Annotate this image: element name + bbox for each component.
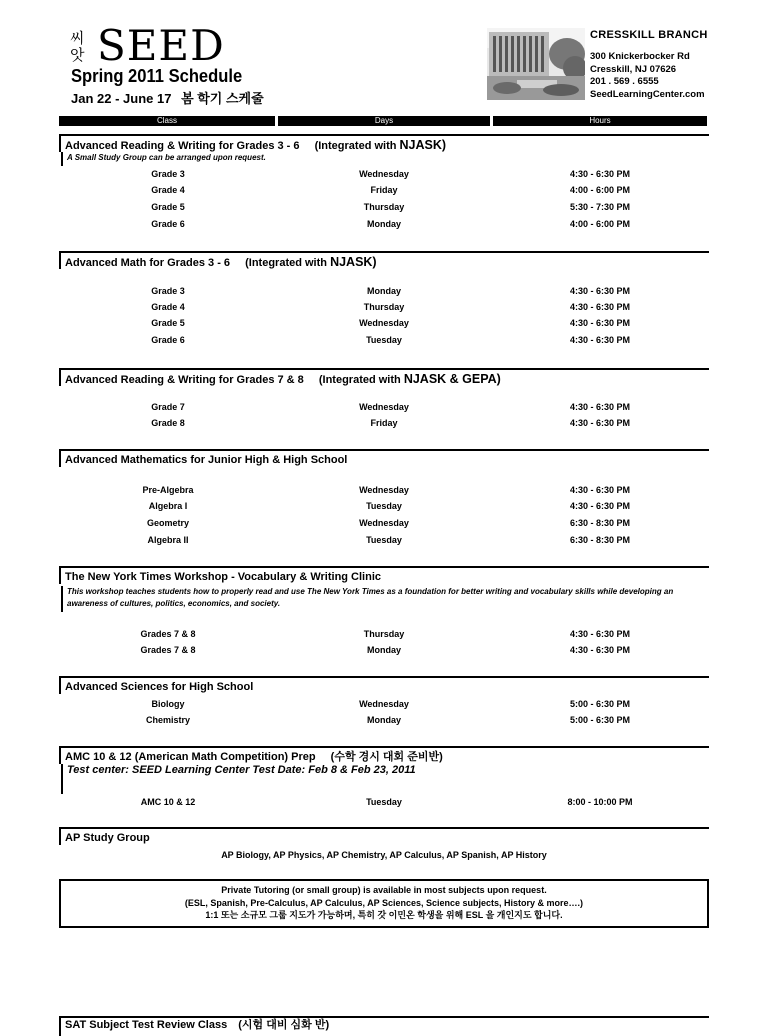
- term-dates-korean: 봄 학기 스케줄: [181, 91, 264, 106]
- table-row: Algebra II Tuesday 6:30 - 8:30 PM: [147, 535, 631, 545]
- term-dates-english: Jan 22 - June 17: [71, 91, 172, 106]
- section-title: Advanced Reading & Writing for Grades 3 - 6 (Integrated with NJASK): [59, 134, 709, 152]
- section-title: AMC 10 & 12 (American Math Competition) Prep (수학 경시 대회 준비반): [59, 746, 709, 764]
- phone-number: 201 . 569 . 6555: [590, 76, 659, 87]
- table-row: Geometry Wednesday 6:30 - 8:30 PM: [146, 518, 631, 528]
- table-row: Grades 7 & 8 Thursday 4:30 - 6:30 PM: [140, 629, 631, 639]
- table-row: Grades 7 & 8 Monday 4:30 - 6:30 PM: [140, 645, 631, 655]
- table-row: Grade 5 Wednesday 4:30 - 6:30 PM: [151, 318, 631, 328]
- logo-korean: 씨앗: [70, 29, 85, 64]
- ap-subject-list: AP Biology, AP Physics, AP Chemistry, AP Calculus, AP Spanish, AP History: [221, 850, 547, 860]
- table-row: Chemistry Monday 5:00 - 6:30 PM: [145, 715, 631, 725]
- table-row: AMC 10 & 12 Tuesday 8:00 - 10:00 PM: [140, 797, 633, 807]
- section-title: SAT Subject Test Review Class: [65, 1019, 228, 1031]
- section-title: Advanced Reading & Writing for Grades 7 & 8 (Integrated with NJASK & GEPA): [59, 368, 709, 386]
- tutoring-box: [59, 879, 709, 928]
- address-street: 300 Knickerbocker Rd: [590, 51, 690, 62]
- tutoring-line-3: 1:1 또는 소규모 그룹 지도가 가능하며, 특히 갓 이민온 학생을 위해 ESL 을 개인지도 합니다.: [205, 910, 563, 920]
- branch-name: CRESSKILL BRANCH: [590, 29, 708, 41]
- table-row: Grade 6 Tuesday 4:30 - 6:30 PM: [151, 335, 631, 345]
- section-note: A Small Study Group can be arranged upon request.: [61, 152, 709, 166]
- table-row: Grade 5 Thursday 5:30 - 7:30 PM: [151, 202, 631, 212]
- table-row: Grade 4 Thursday 4:30 - 6:30 PM: [151, 302, 631, 312]
- section-tag-korean: (시험 대비 심화 반): [238, 1019, 330, 1031]
- section-note: This workshop teaches students how to properly read and use The New York Times as a foundation for better writing and vocabulary skills while developing an awareness of cultures, politics, economics, and society.: [61, 586, 709, 612]
- section-tag-korean: (수학 경시 대회 준비반): [330, 751, 443, 763]
- column-header-class: Class: [59, 116, 275, 126]
- section-tag: (Integrated with NJASK & GEPA): [318, 372, 501, 386]
- tutoring-line-1: Private Tutoring (or small group) is available in most subjects upon request.: [221, 885, 547, 895]
- column-header-days: Days: [278, 116, 490, 126]
- address-city: Cresskill, NJ 07626: [590, 63, 677, 75]
- table-row: Grade 3 Monday 4:30 - 6:30 PM: [151, 286, 631, 296]
- section-tag: (Integrated with NJASK): [245, 255, 377, 269]
- page-title: Spring 2011 Schedule: [71, 66, 243, 86]
- table-row: Grade 8 Friday 4:30 - 6:30 PM: [151, 418, 631, 428]
- section-sat-subject: [59, 1016, 709, 1036]
- table-row: Grade 4 Friday 4:00 - 6:00 PM: [151, 185, 631, 195]
- table-row: Biology Wednesday 5:00 - 6:30 PM: [151, 699, 631, 709]
- section-title: Advanced Sciences for High School: [59, 676, 709, 694]
- table-row: Grade 3 Wednesday 4:30 - 6:30 PM: [151, 169, 631, 179]
- branch-address: [590, 51, 705, 101]
- column-header-hours: Hours: [493, 116, 707, 126]
- table-row: Grade 6 Monday 4:00 - 6:00 PM: [151, 219, 631, 229]
- building-photo: [487, 28, 585, 100]
- section-tag: (Integrated with NJASK): [314, 138, 447, 152]
- section-title: Advanced Mathematics for Junior High & High School: [59, 449, 709, 467]
- section-note: Test center: SEED Learning Center Test Date: Feb 8 & Feb 23, 2011: [61, 764, 709, 794]
- section-title: The New York Times Workshop - Vocabulary & Writing Clinic: [59, 566, 709, 584]
- tutoring-line-2: (ESL, Spanish, Pre-Calculus, AP Calculus, AP Sciences, Science subjects, History & more….): [184, 897, 584, 908]
- table-row: Algebra I Tuesday 4:30 - 6:30 PM: [148, 501, 631, 511]
- website-link[interactable]: SeedLearningCenter.com: [590, 88, 705, 100]
- seed-logo: SEED: [97, 21, 225, 70]
- section-title: AP Study Group: [59, 827, 709, 845]
- term-dates: [71, 88, 264, 107]
- table-row: Pre-Algebra Wednesday 4:30 - 6:30 PM: [142, 485, 631, 495]
- table-row: Grade 7 Wednesday 4:30 - 6:30 PM: [151, 402, 631, 412]
- section-title: Advanced Math for Grades 3 - 6 (Integrated with NJASK): [59, 251, 709, 269]
